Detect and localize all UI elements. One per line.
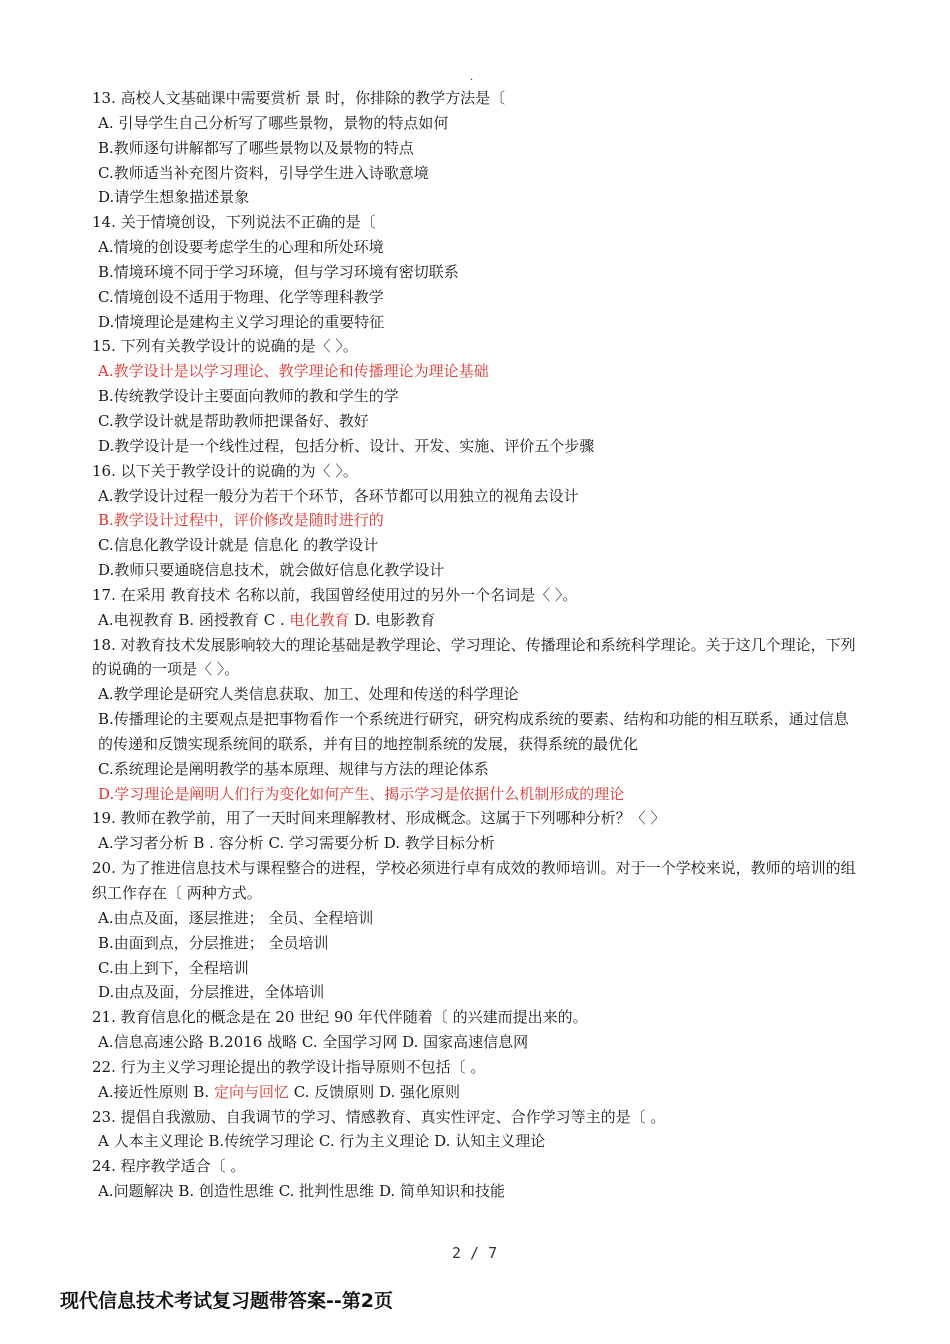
answer-option: A.教学理论是研究人类信息获取、加工、处理和传送的科学理论: [98, 685, 519, 704]
answer-option: A.由点及面，逐层推进； 全员、全程培训: [98, 908, 374, 927]
question-stem: 17. 在采用 教育技术 名称以前，我国曾经使用过的另外一个名词是〈 〉。: [92, 585, 578, 604]
answer-option: D.由点及面，分层推进，全体培训: [98, 983, 325, 1002]
answer-option: [92, 1080, 862, 1105]
option-text: A.电视教育 B. 函授教育 C .: [98, 610, 290, 629]
top-mark: .: [470, 72, 474, 83]
highlighted-answer: 定向与回忆: [213, 1082, 289, 1101]
answer-option: B.传统教学设计主要面向教师的教和学生的学: [98, 387, 399, 406]
answer-option: [92, 608, 862, 633]
question-stem: 19. 教师在教学前，用了一天时间来理解教材、形成概念。这属于下列哪种分析？〈 〉: [92, 809, 666, 828]
question-stem: 24. 程序教学适合〔 。: [92, 1157, 246, 1176]
answer-option: B.教学设计过程中，评价修改是随时进行的: [98, 511, 384, 530]
answer-option: C.信息化教学设计就是 信息化 的教学设计: [98, 536, 379, 555]
question-stem: 16. 以下关于教学设计的说确的为〈 〉。: [92, 461, 358, 480]
question-stem: 15. 下列有关教学设计的说确的是〈 〉。: [92, 337, 358, 356]
question-stem: 22. 行为主义学习理论提出的教学设计指导原则不包括〔 。: [92, 1057, 486, 1076]
question-stem: 23. 提倡自我激励、自我调节的学习、情感教育、真实性评定、合作学习等主的是〔 。: [92, 1107, 666, 1126]
question-stem: 18. 对教育技术发展影响较大的理论基础是教学理论、学习理论、传播理论和系统科学理论。关于这几个理论，下列的说确的一项是〈 〉。: [92, 635, 856, 679]
answer-option: D.情境理论是建构主义学习理论的重要特征: [98, 312, 385, 331]
answer-option: A.学习者分析 B . 容分析 C. 学习需要分析 D. 教学目标分析: [98, 834, 495, 853]
question-stem: 20. 为了推进信息技术与课程整合的进程，学校必须进行卓有成效的教师培训。对于一个学校来说，教师的培训的组织工作存在〔 两种方式。: [92, 859, 856, 902]
answer-option: A.教学设计是以学习理论、教学理论和传播理论为理论基础: [98, 362, 489, 381]
page-number: 2 / 7: [452, 1244, 498, 1262]
answer-option: C.系统理论是阐明教学的基本原理、规律与方法的理论体系: [98, 759, 489, 778]
answer-option: D.教师只要通晓信息技术，就会做好信息化教学设计: [98, 561, 445, 580]
question-stem: 14. 关于情境创设，下列说法不正确的是〔: [92, 213, 376, 232]
answer-option: D.学习理论是阐明人们行为变化如何产生、揭示学习是依据什么机制形成的理论: [98, 784, 625, 803]
answer-option: A.问题解决 B. 创造性思维 C. 批判性思维 D. 简单知识和技能: [98, 1182, 505, 1201]
answer-option: C.教师适当补充图片资料，引导学生进入诗歌意境: [98, 163, 429, 182]
answer-option: C.教学设计就是帮助教师把课备好、教好: [98, 411, 369, 430]
answer-option: A. 引导学生自己分析写了哪些景物，景物的特点如何: [98, 113, 449, 132]
highlighted-answer: 电化教育: [289, 610, 350, 629]
answer-option: D.教学设计是一个线性过程，包括分析、设计、开发、实施、评价五个步骤: [98, 436, 595, 455]
answer-option: B.由面到点，分层推进； 全员培训: [98, 933, 329, 952]
answer-option: A.教学设计过程一般分为若干个环节，各环节都可以用独立的视角去设计: [98, 486, 579, 505]
answer-option: C.由上到下，全程培训: [98, 958, 249, 977]
answer-option: B.教师逐句讲解都写了哪些景物以及景物的特点: [98, 138, 414, 157]
option-text: D. 电影教育: [349, 610, 436, 629]
answer-option: A.信息高速公路 B.2016 战略 C. 全国学习网 D. 国家高速信息网: [98, 1033, 529, 1052]
question-stem: 21. 教育信息化的概念是在 20 世纪 90 年代伴随着〔 的兴建而提出来的。: [92, 1008, 588, 1027]
answer-option: B.传播理论的主要观点是把事物看作一个系统进行研究，研究构成系统的要素、结构和功能的相互联系，通过信息的传递和反馈实现系统间的联系，并有目的地控制系统的发展，获得系统的最优化: [98, 710, 849, 753]
answer-option: A.情境的创设要考虑学生的心理和所处环境: [98, 238, 384, 257]
question-stem: 13. 高校人文基础课中需要赏析 景 时，你排除的教学方法是〔: [92, 89, 506, 107]
answer-option: D.请学生想象描述景象: [98, 188, 250, 207]
answer-option: C.情境创设不适用于物理、化学等理科教学: [98, 287, 384, 306]
option-text: A.接近性原则 B.: [98, 1082, 214, 1101]
option-text: C. 反馈原则 D. 强化原则: [288, 1082, 460, 1101]
footer-title: 现代信息技术考试复习题带答案--第2页: [60, 1290, 393, 1312]
answer-option: A 人本主义理论 B.传统学习理论 C. 行为主义理论 D. 认知主义理论: [98, 1132, 546, 1151]
answer-option: B.情境环境不同于学习环境，但与学习环境有密切联系: [98, 262, 459, 281]
question-list: [92, 86, 862, 1204]
